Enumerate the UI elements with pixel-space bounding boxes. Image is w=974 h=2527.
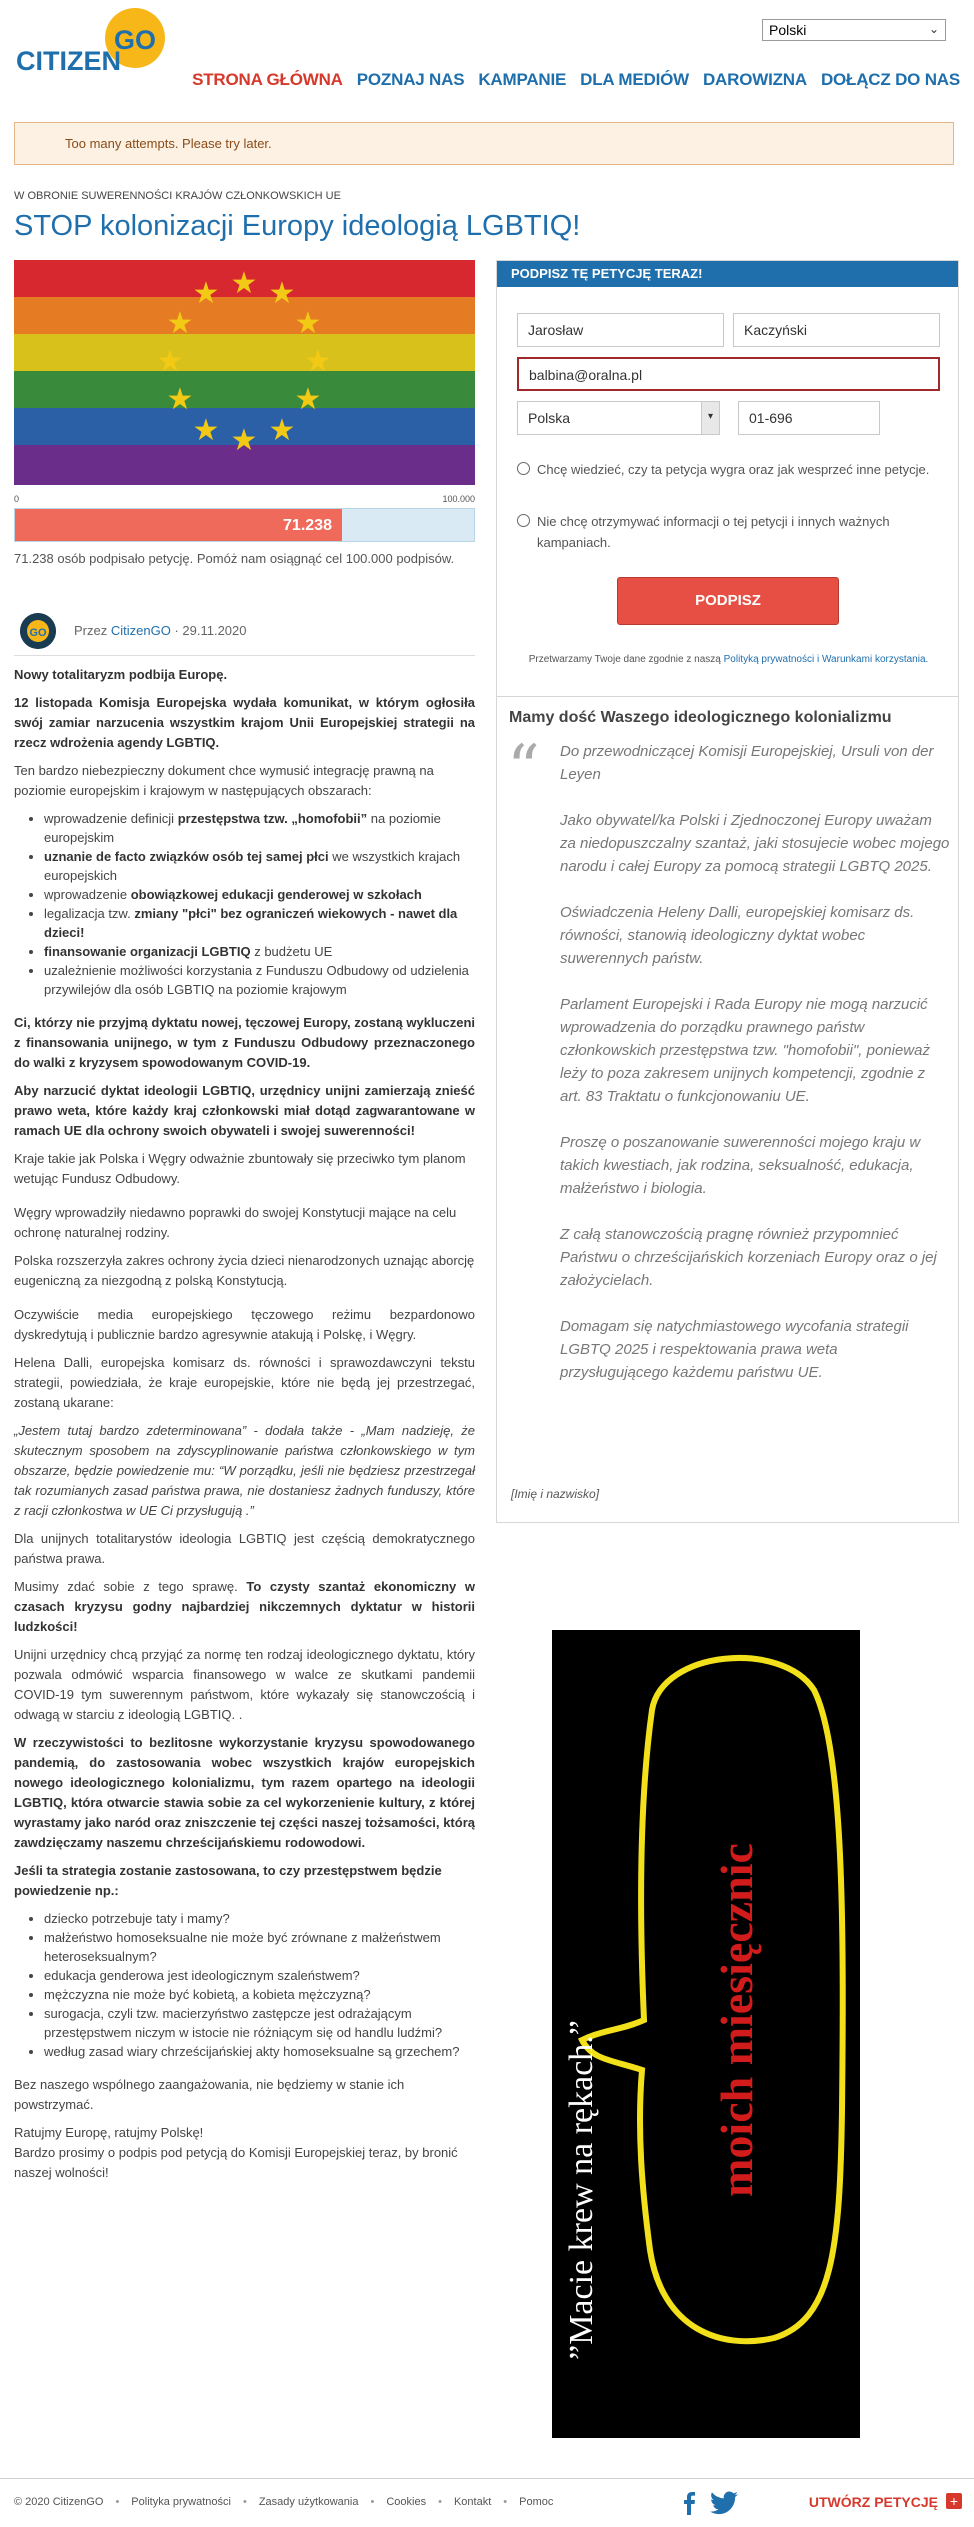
poster-white-text: ”Macie krew na rękach.”	[563, 2020, 600, 2360]
avatar	[20, 613, 56, 649]
svg-text:CITIZEN: CITIZEN	[16, 46, 121, 76]
signature-progress-bar	[14, 508, 475, 542]
svg-text:★: ★	[166, 383, 194, 416]
country-value: Polska	[528, 410, 571, 426]
sign-form	[496, 260, 959, 697]
main-nav	[192, 70, 960, 90]
poster-red-text: moich miesięcznic	[711, 1843, 762, 2197]
last-name-field[interactable]: Kaczyński	[733, 313, 940, 347]
list-item: • uznanie de facto związków osób tej samej płci we wszystkich krajach europejskich	[44, 847, 475, 885]
progress-fill	[15, 509, 342, 541]
footer-link-privacy[interactable]: Polityka prywatności	[131, 2496, 231, 2508]
nav-join[interactable]: DOŁĄCZ DO NAS	[820, 70, 960, 89]
social-links	[682, 2491, 738, 2515]
footer-link-cookies[interactable]: Cookies	[386, 2496, 427, 2508]
radio-no-updates[interactable]	[517, 514, 530, 527]
list-item: • według zasad wiary chrześcijańskiej akty homoseksualne są grzechem?	[44, 2042, 475, 2061]
svg-text:★: ★	[192, 277, 220, 310]
list-item: • uzależnienie możliwości korzystania z Funduszu Odbudowy od udzielenia przywilejów dla osób LGBTIQ na poziomie krajowym	[44, 961, 475, 999]
option-updates[interactable]: Chcę wiedzieć, czy ta petycja wygra oraz jak wesprzeć inne petycje.	[517, 459, 947, 480]
author-text: Przez CitizenGO · 29.11.2020	[74, 623, 247, 638]
list-item: • wprowadzenie definicji przestępstwa tzw. „homofobii” na poziomie europejskim	[44, 809, 475, 847]
petition-letter	[496, 697, 959, 1523]
svg-text:GO: GO	[114, 25, 157, 55]
language-value: Polski	[769, 22, 807, 38]
poster-graphic	[552, 1630, 860, 2438]
plus-icon[interactable]: +	[946, 2493, 962, 2509]
email-field[interactable]: balbina@oralna.pl	[517, 357, 940, 391]
nav-donate[interactable]: DAROWIZNA	[702, 70, 807, 89]
footer-link-terms[interactable]: Zasady użytkowania	[258, 2496, 359, 2508]
country-select[interactable]	[517, 401, 720, 435]
progress-min: 0	[14, 494, 20, 504]
list-item: • edukacja genderowa jest ideologicznym szaleństwem?	[44, 1966, 475, 1985]
list-item: • mężczyzna nie może być kobietą, a kobieta mężczyzną?	[44, 1985, 475, 2004]
create-petition-link[interactable]: UTWÓRZ PETYCJĘ	[808, 2494, 938, 2510]
rainbow-eu-flag-image	[14, 260, 475, 485]
list-item: • małżeństwo homoseksualne nie może być zrównane z małżeństwem heteroseksualnym?	[44, 1928, 475, 1966]
svg-text:★: ★	[268, 277, 296, 310]
petition-article: Nowy totalitaryzm podbija Europę. 12 listopada Komisja Europejska wydała komunikat, w którym ogłosiła swój zamiar narzucenia wszystkim krajom Unii Europejskiej strategii na rzecz wdrożenia agendy LGBTIQ. Ten bardzo niebezpieczny dokument chce wymusić integrację prawną na poziomie europejskim i krajowym w następujących obszarach: • wprowadzenie definicji przestępstwa tzw. „homofobii” na poziomie europejskim • uznanie de facto związków osób tej samej płci we wszystkich krajach europejskich • wprowadzenie obowiązkowej edukacji genderowej w szkołach • legalizacja tzw. zmiany "płci" bez ograniczeń wiekowych - nawet dla dzieci! • finansowanie organizacji LGBTIQ z budżetu UE • uzależnienie możliwości korzystania z Funduszu Odbudowy od udzielenia przywilejów dla osób LGBTIQ na poziomie krajowym Ci, którzy nie przyjmą dyktatu nowej, tęczowej Europy, zostaną wykluczeni z finansowania unijnego, w tym z Funduszu Odbudowy przeznaczonego do walki z kryzysem spowodowanym COVID-19. Aby narzucić dyktat ideologii LGBTIQ, urzędnicy unijni zamierzają znieść prawo weta, które każdy kraj członkowski miał dotąd zagwarantowane w ramach UE dla ochrony swoich obywateli i swojej suwerenności! Kraje takie jak Polska i Węgry odważnie zbuntowały się przeciwko tym planom wetując Fundusz Odbudowy. Węgry wprowadziły niedawno poprawki do swojej Konstytucji mające na celu ochronę naturalnej rodziny. Polska rozszerzyła zakres ochrony życia dzieci nienarodzonych uznając aborcję eugeniczną za niezgodną z polską Konstytucją. Oczywiście media europejskiego tęczowego reżimu bezpardonowo dyskredytują i publicznie bardzo agresywnie atakują i Polskę, i Węgry. Helena Dalli, europejska komisarz ds. równości i sprawozdawczyni tekstu strategii, powiedziała, że kraje europejskie, które nie będą jej przestrzegać, zostaną ukarane: „Jestem tutaj bardzo zdeterminowana” - dodała także - „Mam nadzieję, że skutecznym sposobem na zdyscyplinowanie państwa członkowskiego w tym obszarze, będzie powiedzenie mu: “W porządku, jeśli nie będziesz przestrzegał tak rozumianych zasad państwa prawa, nie dostaniesz żadnych funduszy, które z racji członkostwa w UE Ci przysługują .” Dla unijnych totalitarystów ideologia LGBTIQ jest częścią demokratycznego państwa prawa. Musimy zdać sobie z tego sprawę. To czysty szantaż ekonomiczny w czasach kryzysu godny najbardziej nikczemnych dyktatur w historii ludzkości! Unijni urzędnicy chcą przyjąć za normę ten rodzaj ideologicznego dyktatu, który pozwala odmówić wsparcia finansowego w walce ze skutkami pandemii COVID-19 tym suwerennym państwom, które wykazały się stanowczością i odwagą w starciu z ideologią LGBTIQ. . W rzeczywistości to bezlitosne wykorzystanie kryzysu spowodowanego pandemią, do zastosowania wobec wszystkich krajów europejskich nowego ideologicznego kolonializmu, tym razem opartego na ideologii LGBTIQ, która otwarcie stawia sobie za cel wykorzenienie kultury, z której wyrastamy jako naród oraz zniszczenie tej części naszej tożsamości, którą zawdzięczamy naszemu chrześcijańskiemu rodowodowi. Jeśli ta strategia zostanie zastosowana, to czy przestępstwem będzie powiedzenie np.: • dziecko potrzebuje taty i mamy? • małżeństwo homoseksualne nie może być zrównane z małżeństwem heteroseksualnym? • edukacja genderowa jest ideologicznym szaleństwem? • mężczyzna nie może być kobietą, a kobieta mężczyzną? • surogacja, czyli tzw. macierzyństwo zastępcze jest odrażającym przestępstwem niczym w istocie nie różniącym się od handlu ludźmi? • według zasad wiary chrześcijańskiej akty homoseksualne są grzechem? Bez naszego wspólnego zaangażowania, nie będziemy w stanie ich powstrzymać. Ratujmy Europę, ratujmy Polskę! Bardzo prosimy o podpis pod petycją do Komisji Europejskiej teraz, by bronić naszej wolności!	[14, 665, 475, 2191]
svg-text:★: ★	[294, 307, 322, 340]
svg-text:★: ★	[166, 307, 194, 340]
list-item: • finansowanie organizacji LGBTIQ z budżetu UE	[44, 942, 475, 961]
svg-text:★: ★	[192, 414, 220, 447]
language-select[interactable]	[762, 19, 946, 41]
nav-media[interactable]: DLA MEDIÓW	[580, 70, 689, 89]
copyright: © 2020 CitizenGO	[14, 2496, 104, 2508]
footer-link-help[interactable]: Pomoc	[519, 2496, 554, 2508]
postal-code-field[interactable]: 01-696	[738, 401, 880, 435]
letter-body: Do przewodniczącej Komisji Europejskiej, Ursuli von der Leyen Jako obywatel/ka Polski i Zjednoczonej Europy uważam za niedopuszczalny szantaż, jaki stosujecie wobec mojego narodu i całej Europy za pomocą strategii LGBTQ 2025. Oświadczenia Heleny Dalli, europejskiej komisarz ds. równości, stanowią ideologiczny dyktat wobec suwerennych państw. Parlament Europejski i Rada Europy nie mogą narzucić wprowadzenia do porządku prawnego państw członkowskich przestępstwa tzw. "homofobii", ponieważ leży to poza zakresem unijnych kompetencji, zgodnie z art. 83 Traktatu o funkcjonowaniu UE. Proszę o poszanowanie suwerenności mojego kraju w takich kwestiach, jak rodzina, seksualność, edukacja, małżeństwo i biologia. Z całą stanowczością pragnę również przypomnieć Państwu o chrześcijańskich korzeniach Europy oraz o jej założycielach. Domagam się natychmiastowego wycofania strategii LGBTQ 2025 i respektowania prawa weta przysługującego każdemu państwu UE.	[560, 743, 950, 1381]
error-alert: Too many attempts. Please try later.	[14, 122, 954, 165]
sign-button[interactable]: PODPISZ	[617, 577, 839, 625]
chevron-down-icon: ⌄	[928, 22, 939, 36]
petition-date: · 29.11.2020	[174, 623, 247, 638]
chevron-down-icon: ▾	[701, 402, 719, 434]
nav-campaigns[interactable]: KAMPANIE	[478, 70, 567, 89]
author-link[interactable]: CitizenGO	[110, 623, 171, 638]
svg-text:GO: GO	[29, 627, 47, 639]
form-heading: PODPISZ TĘ PETYCJĘ TERAZ!	[497, 261, 958, 287]
letter-signature: [Imię i nazwisko]	[511, 1487, 600, 1501]
petition-kicker: W OBRONIE SUWERENNOŚCI KRAJÓW CZŁONKOWSKICH UE	[14, 190, 341, 202]
letter-title: Mamy dość Waszego ideologicznego kolonializmu	[509, 709, 892, 726]
footer-links: © 2020 CitizenGO • Polityka prywatności • Zasady użytkowania • Cookies • Kontakt • Pomoc	[14, 2496, 554, 2508]
svg-text:★: ★	[268, 414, 296, 447]
list-item: • legalizacja tzw. zmiany "płci" bez ograniczeń wiekowych - nawet dla dzieci!	[44, 904, 475, 942]
twitter-icon[interactable]	[710, 2491, 738, 2515]
svg-text:★: ★	[294, 383, 322, 416]
list-item: • dziecko potrzebuje taty i mamy?	[44, 1909, 475, 1928]
nav-about[interactable]: POZNAJ NAS	[356, 70, 465, 89]
questions-list	[44, 1909, 475, 2061]
list-item: • wprowadzenie obowiązkowej edukacji genderowej w szkołach	[44, 885, 475, 904]
nav-home[interactable]: STRONA GŁÓWNA	[192, 70, 343, 89]
svg-text:★: ★	[304, 345, 332, 378]
svg-text:★: ★	[230, 424, 258, 457]
list-item: • surogacja, czyli tzw. macierzyństwo zastępcze jest odrażającym przestępstwem niczym w istocie nie różniącym się od handlu ludźmi?	[44, 2004, 475, 2042]
progress-value: 71.238	[283, 517, 332, 534]
radio-updates[interactable]	[517, 462, 530, 475]
protest-poster-image	[552, 1630, 860, 2438]
privacy-note: Przetwarzamy Twoje dane zgodnie z naszą Polityką prywatności i Warunkami korzystania.	[528, 654, 929, 665]
quote-icon: “	[507, 732, 540, 806]
svg-text:★: ★	[156, 345, 184, 378]
demands-list	[44, 809, 475, 999]
privacy-link[interactable]: Polityką prywatności i Warunkami korzystania.	[723, 654, 929, 665]
progress-text: 71.238 osób podpisało petycję. Pomóż nam osiągnąć cel 100.000 podpisów.	[14, 551, 455, 566]
progress-max: 100.000	[442, 494, 475, 504]
svg-text:★: ★	[230, 267, 258, 300]
first-name-field[interactable]: Jarosław	[517, 313, 724, 347]
header	[0, 0, 974, 112]
page-title: STOP kolonizacji Europy ideologią LGBTIQ!	[14, 210, 581, 242]
facebook-icon[interactable]	[682, 2491, 696, 2515]
footer-link-contact[interactable]: Kontakt	[453, 2496, 492, 2508]
footer	[0, 2478, 974, 2527]
citizengo-logo[interactable]	[14, 8, 166, 80]
option-no-updates[interactable]: Nie chcę otrzymywać informacji o tej petycji i innych ważnych kampaniach.	[517, 511, 947, 553]
author-row	[14, 606, 475, 656]
